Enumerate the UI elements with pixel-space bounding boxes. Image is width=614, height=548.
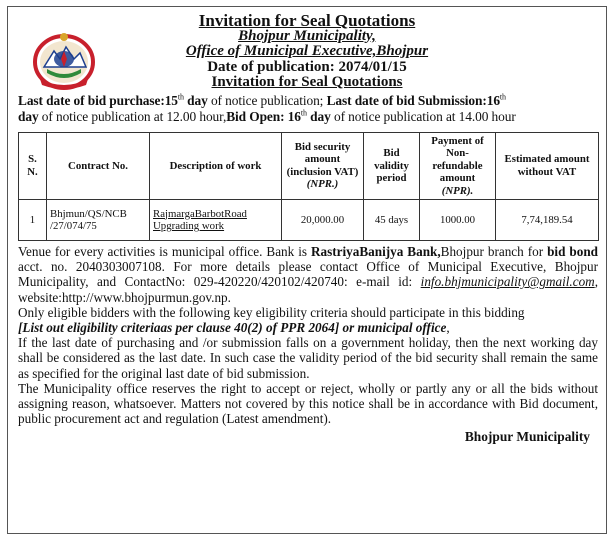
- col-header-bid-security: [282, 132, 364, 200]
- eligibility-text: Only eligible bidders with the following key eligibility criteria should participate in this bidding: [18, 304, 525, 320]
- table-row: [19, 200, 599, 241]
- cell-contract-no: Bhjmun/QS/NCB /27/074/75: [47, 200, 150, 241]
- signature-line: Bhojpur Municipality: [464, 429, 590, 445]
- submission-date-suffix: th: [499, 92, 506, 102]
- venue-paragraph: [18, 244, 598, 305]
- col-header-estimated: Estimated amount without VAT: [496, 132, 599, 200]
- purchase-date-text: of notice publication;: [207, 92, 327, 108]
- notice-title: Invitation for Seal Quotations: [198, 11, 416, 30]
- eligibility-criteria: [List out eligibility criteriaas per clause 40(2) of PPR 2064] or municipal office: [18, 320, 447, 336]
- cell-estimated: 7,74,189.54: [496, 200, 599, 241]
- venue-text-b: Bhojpur branch for: [440, 244, 548, 259]
- payment-unit: (NPR).: [441, 184, 474, 197]
- cell-validity: 45 days: [364, 200, 420, 241]
- notice-header: [8, 7, 606, 91]
- bid-open-label: Bid Open: 16: [226, 108, 301, 124]
- website-text: , website:http://www.bhojpurmun.gov.np.: [18, 274, 598, 305]
- notice-title-repeat: Invitation for Seal Quotations: [211, 74, 403, 90]
- publication-date: Date of publication: 2074/01/15: [207, 58, 407, 75]
- cell-description: RajmargaBarbotRoad Upgrading work: [150, 200, 282, 241]
- table-header-row: [19, 132, 599, 200]
- bid-open-day-word: day: [306, 108, 331, 124]
- bid-open-text: of notice publication at 14.00 hour: [330, 108, 516, 124]
- submission-date-label: Last date of bid Submission:16: [326, 92, 500, 108]
- purchase-date-label: Last date of bid purchase:15: [18, 92, 178, 108]
- col-header-validity: Bid validity period: [364, 132, 420, 200]
- cell-sn: 1: [19, 200, 47, 241]
- office-executive-line: Office of Municipal Executive,Bhojpur: [185, 43, 429, 59]
- eligibility-paragraph: [18, 305, 598, 335]
- bid-security-header-text: Bid security amount (inclusion VAT): [286, 140, 359, 178]
- payment-header-text: Payment of Non-refundable amount: [431, 134, 484, 184]
- cell-payment: 1000.00: [420, 200, 496, 241]
- venue-text-a: Venue for every activities is municipal office. Bank is: [18, 244, 312, 259]
- nepal-government-emblem-icon: [32, 29, 96, 91]
- email-link[interactable]: info.bhjmunicipality@gmail.com: [420, 274, 595, 290]
- notice-body: [8, 241, 606, 426]
- office-name-line: Bhojpur Municipality,: [238, 27, 376, 44]
- notice-frame: [7, 6, 607, 534]
- col-header-description: Description of work: [150, 132, 282, 200]
- bid-security-unit: (NPR.): [306, 178, 339, 191]
- venue-text-c: acct. no. 2040303007108. For more details please contact Office of Municipal Executive, Bhojpur Municipality, and ContactNo: 029-420220/420102/420740: e-mail id:: [18, 259, 598, 290]
- reserve-rights-paragraph: The Municipality office reserves the right to accept or reject, wholly or partly any or all the bids without assigning reason, whatsoever. Matters not covered by this notice shall be in accordance with Bid document, public procurement act and regulation (Latest amendment).: [18, 380, 598, 427]
- eligibility-comma: ,: [446, 320, 450, 336]
- cell-bid-security: 20,000.00: [282, 200, 364, 241]
- col-header-contract: Contract No.: [47, 132, 150, 200]
- col-header-sn: S. N.: [19, 132, 47, 200]
- submission-day-word: day: [18, 108, 39, 124]
- contract-table: [18, 132, 599, 242]
- holiday-paragraph: If the last date of purchasing and /or submission falls on a government holiday, then the next working day shall be considered as the last date. In such case the validity period of the bid security shall remain the same as specified for the original last date of bid submission.: [18, 335, 598, 381]
- bid-bond-label: bid bond: [547, 244, 599, 259]
- purchase-date-suffix: th: [177, 92, 184, 102]
- bid-dates-paragraph: [8, 91, 606, 125]
- submission-date-text: of notice publication at 12.00 hour,: [38, 108, 227, 124]
- purchase-day-word: day: [183, 92, 208, 108]
- bank-name: RastriyaBanijya Bank,: [311, 244, 441, 259]
- bid-open-suffix: th: [300, 108, 307, 118]
- col-header-payment: [420, 132, 496, 200]
